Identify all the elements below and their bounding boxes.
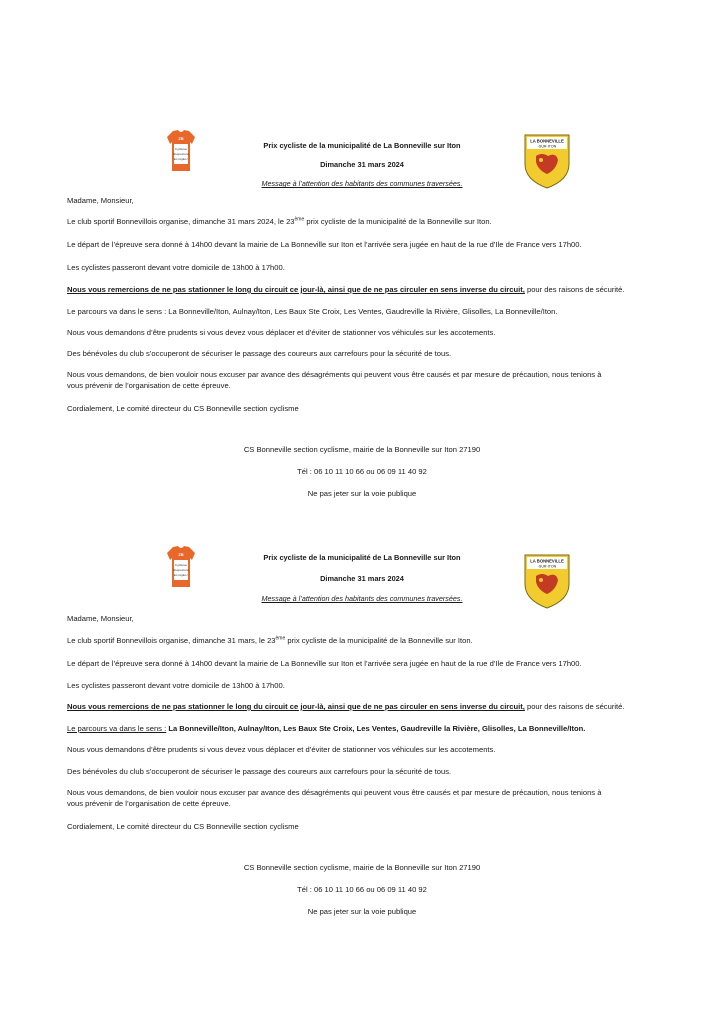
- paragraph-apology-2: vous prévenir de l’organisation de cette épreuve.: [67, 799, 231, 808]
- paragraph-route: Le parcours va dans le sens : La Bonneville/Iton, Aulnay/Iton, Les Baux Ste Croix, Les Ventes, Gaudreville la Rivière, Glisolles, La Bonneville/Iton.: [67, 307, 558, 316]
- greeting: Madame, Monsieur,: [67, 196, 134, 205]
- greeting: Madame, Monsieur,: [67, 614, 134, 623]
- jersey-text-1: Cyclisme: [174, 563, 188, 567]
- jersey-brand: ZB: [178, 552, 184, 557]
- paragraph-announcement: Le club sportif Bonnevillois organise, dimanche 31 mars, le 23ème prix cycliste de la municipalité de la Bonneville sur Iton.: [67, 635, 473, 645]
- paragraph-prudence: Nous vous demandons d’être prudents si vous devez vous déplacer et d’éviter de stationner vos véhicules sur les accotements.: [67, 328, 496, 337]
- paragraph-apology-1: Nous vous demandons, de bien vouloir nous excuser par avance des désagréments qui peuvent vous être causés et par mesure de précaution, nous tenions à: [67, 370, 602, 379]
- closing: Cordialement, Le comité directeur du CS Bonneville section cyclisme: [67, 822, 299, 831]
- paragraph-volunteers: Des bénévoles du club s’occuperont de sécuriser le passage des coureurs aux carrefours pour la sécurité de tous.: [67, 349, 452, 358]
- event-title: Prix cycliste de la municipalité de La Bonneville sur Iton: [263, 141, 461, 150]
- footer-notice: Ne pas jeter sur la voie publique: [307, 489, 417, 498]
- paragraph-announcement: Le club sportif Bonnevillois organise, dimanche 31 mars 2024, le 23ème prix cycliste de la municipalité de la Bonneville sur Iton.: [67, 216, 492, 226]
- paragraph-apology-2: vous prévenir de l’organisation de cette épreuve.: [67, 381, 231, 390]
- footer-address: CS Bonneville section cyclisme, mairie de la Bonneville sur Iton 27190: [243, 445, 481, 454]
- closing: Cordialement, Le comité directeur du CS Bonneville section cyclisme: [67, 404, 299, 413]
- paragraph-parking-warning: Nous vous remercions de ne pas stationner le long du circuit ce jour-là, ainsi que de ne pas circuler en sens inverse du circuit, pour des raisons de sécurité.: [67, 702, 625, 711]
- footer-phone: Tél : 06 10 11 10 66 ou 06 09 11 40 92: [297, 885, 427, 894]
- event-title: Prix cycliste de la municipalité de La Bonneville sur Iton: [263, 553, 461, 562]
- paragraph-prudence: Nous vous demandons d’être prudents si vous devez vous déplacer et d’éviter de stationner vos véhicules sur les accotements.: [67, 745, 496, 754]
- jersey-text-2: Respectons: [173, 568, 189, 572]
- crest-name-2: -SUR-ITON: [537, 564, 557, 569]
- jersey-text-3: les règles !: [173, 573, 189, 577]
- event-subtitle: Message à l’attention des habitants des communes traversées.: [261, 179, 463, 188]
- event-date: Dimanche 31 mars 2024: [320, 160, 404, 169]
- footer-phone: Tél : 06 10 11 10 66 ou 06 09 11 40 92: [297, 467, 427, 476]
- paragraph-apology-1: Nous vous demandons, de bien vouloir nous excuser par avance des désagréments qui peuvent vous être causés et par mesure de précaution, nous tenions à: [67, 788, 602, 797]
- paragraph-schedule: Les cyclistes passeront devant votre domicile de 13h00 à 17h00.: [67, 681, 285, 690]
- paragraph-start: Le départ de l’épreuve sera donné à 14h00 devant la mairie de La Bonneville sur Iton et l’arrivée sera jugée en haut de la rue d’Ile de France vers 17h00.: [67, 659, 582, 668]
- event-subtitle: Message à l’attention des habitants des communes traversées.: [261, 594, 463, 603]
- jersey-brand: ZB: [178, 136, 184, 141]
- jersey-text-3: les règles !: [173, 157, 189, 161]
- jersey-text-1: Cyclisme: [174, 147, 188, 151]
- paragraph-volunteers: Des bénévoles du club s’occuperont de sécuriser le passage des coureurs aux carrefours pour la sécurité de tous.: [67, 767, 452, 776]
- paragraph-parking-warning: Nous vous remercions de ne pas stationner le long du circuit ce jour-là, ainsi que de ne pas circuler en sens inverse du circuit, pour des raisons de sécurité.: [67, 285, 625, 294]
- crest-name-1: LA BONNEVILLE: [530, 138, 564, 144]
- town-crest: [522, 552, 572, 610]
- paragraph-start: Le départ de l’épreuve sera donné à 14h00 devant la mairie de La Bonneville sur Iton et l’arrivée sera jugée en haut de la rue d’Ile de France vers 17h00.: [67, 240, 582, 249]
- crest-name-2: -SUR-ITON: [537, 144, 557, 149]
- event-date: Dimanche 31 mars 2024: [320, 574, 404, 583]
- jersey-text-2: Respectons: [173, 152, 189, 156]
- footer-address: CS Bonneville section cyclisme, mairie de la Bonneville sur Iton 27190: [243, 863, 481, 872]
- cycling-jersey-logo: [166, 546, 196, 588]
- paragraph-schedule: Les cyclistes passeront devant votre domicile de 13h00 à 17h00.: [67, 263, 285, 272]
- crest-name-1: LA BONNEVILLE: [530, 558, 564, 564]
- footer-notice: Ne pas jeter sur la voie publique: [307, 907, 417, 916]
- paragraph-route: Le parcours va dans le sens : La Bonneville/Iton, Aulnay/Iton, Les Baux Ste Croix, Les Ventes, Gaudreville la Rivière, Glisolles, La Bonneville/Iton.: [67, 724, 586, 733]
